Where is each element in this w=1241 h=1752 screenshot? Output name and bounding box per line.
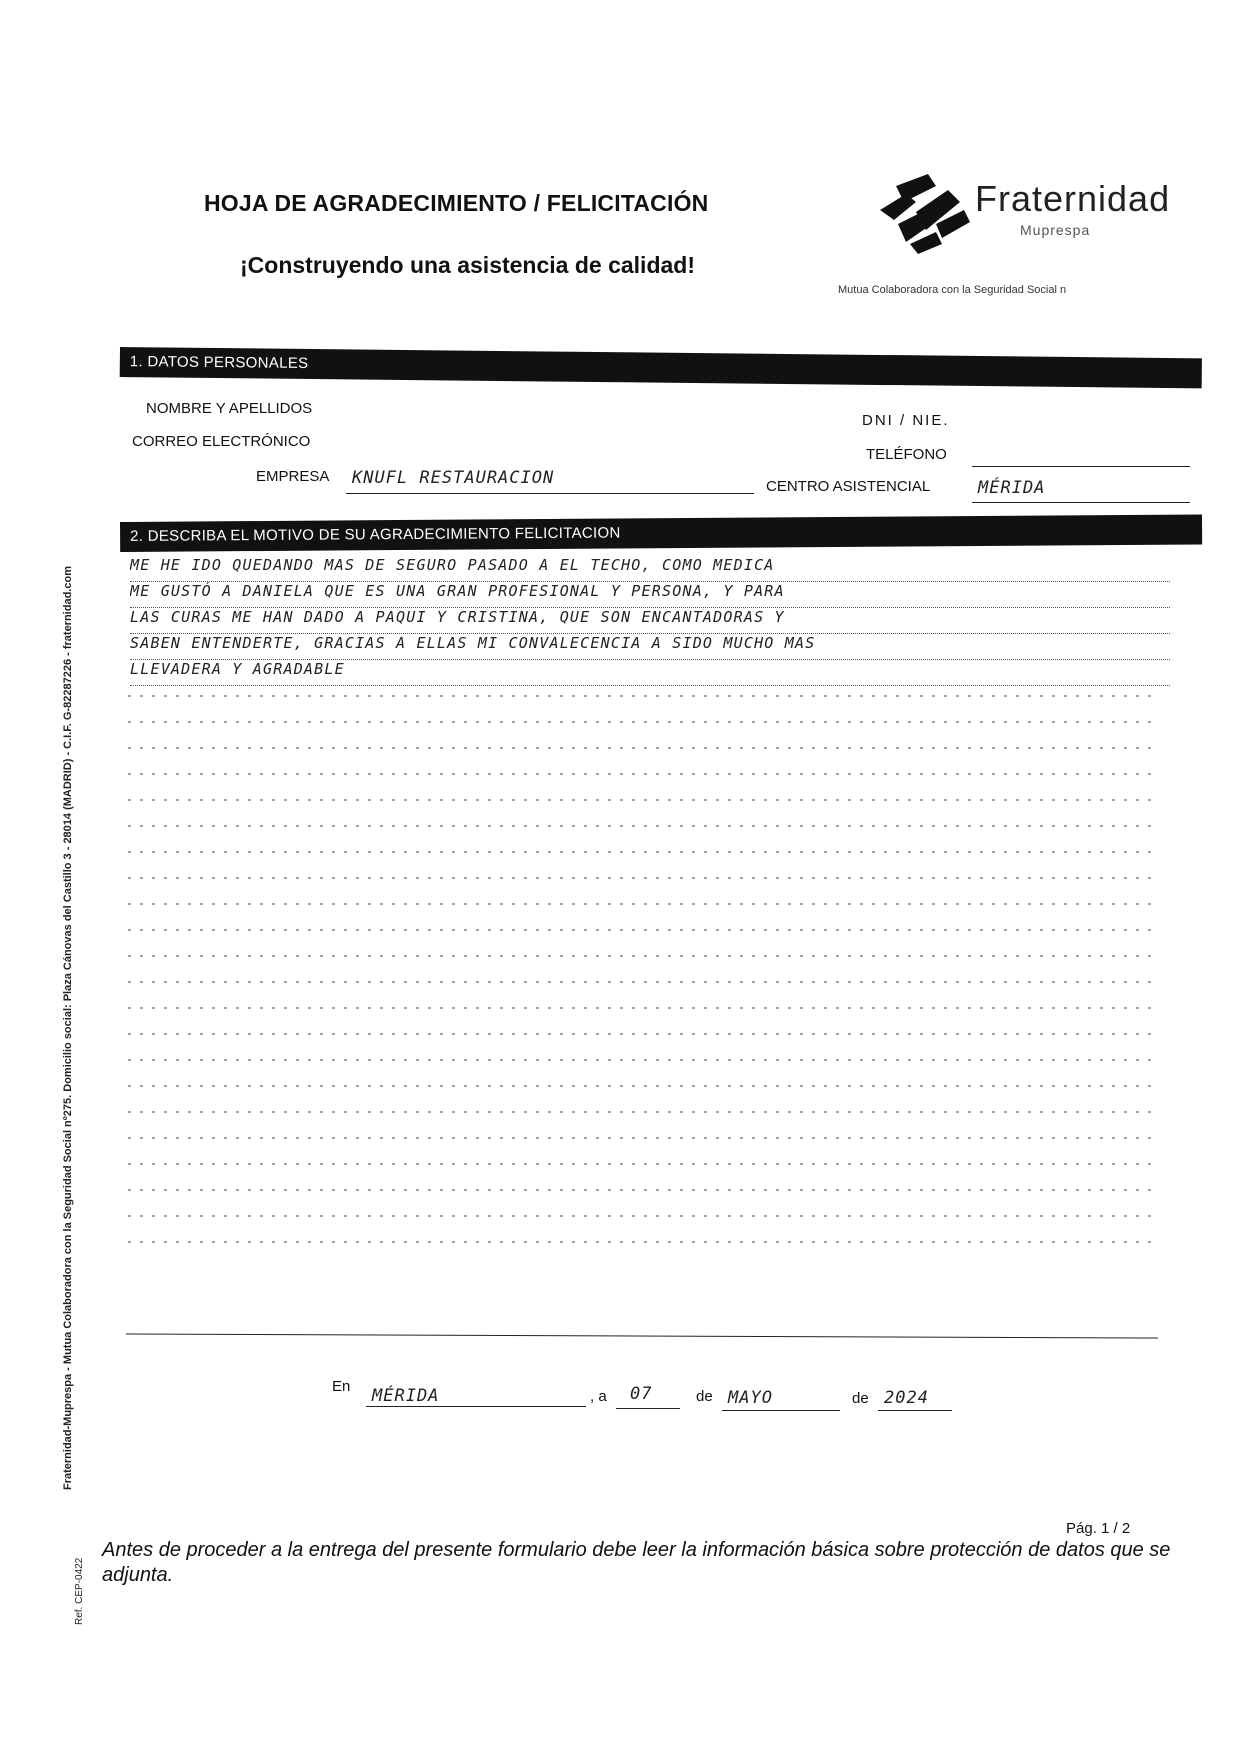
nombre-label: NOMBRE Y APELLIDOS — [146, 400, 313, 417]
en-label: En — [332, 1378, 351, 1395]
logo-sub: Muprespa — [1020, 222, 1091, 238]
year-value[interactable]: 2024 — [884, 1388, 929, 1408]
de-label: de — [696, 1388, 713, 1405]
page-subtitle: ¡Construyendo una asistencia de calidad! — [240, 252, 695, 278]
logo-tagline: Mutua Colaboradora con la Seguridad Social n — [838, 284, 1067, 296]
city-value[interactable]: MÉRIDA — [372, 1386, 440, 1406]
month-underline — [722, 1410, 840, 1411]
month-value[interactable]: MAYO — [728, 1388, 773, 1408]
a-label: , a — [590, 1388, 607, 1405]
sidebar-ref: Ref. CEP-0422 — [74, 1557, 85, 1625]
empresa-value[interactable]: KNUFL RESTAURACION — [352, 468, 555, 488]
centro-value[interactable]: MÉRIDA — [978, 478, 1046, 498]
sidebar-legal-text: Fraternidad-Muprespa - Mutua Colaboradora con la Seguridad Social nº275. Domicilio social: Plaza Cánovas del Castillo 3 - 28014 (MADRID) - C.I.F. G-82287226 - fraternidad.com — [62, 566, 74, 1490]
motive-text[interactable] — [130, 556, 1170, 686]
section1-header: 1. DATOS PERSONALES — [120, 347, 1202, 388]
dni-label: DNI / NIE. — [862, 412, 950, 429]
city-underline — [366, 1406, 586, 1407]
telefono-underline — [972, 466, 1190, 467]
motive-line: LAS CURAS ME HAN DADO A PAQUI Y CRISTINA, QUE SON ENCANTADORAS Y — [130, 608, 1170, 634]
day-underline — [616, 1408, 680, 1409]
year-underline — [878, 1410, 952, 1411]
section2-header: 2. DESCRIBA EL MOTIVO DE SU AGRADECIMIENTO FELICITACION — [120, 514, 1202, 552]
motive-line: ME HE IDO QUEDANDO MAS DE SEGURO PASADO A EL TECHO, COMO MEDICA — [130, 556, 1170, 582]
motive-line: SABEN ENTENDERTE, GRACIAS A ELLAS MI CONVALECENCIA A SIDO MUCHO MAS — [130, 634, 1170, 660]
centro-label: CENTRO ASISTENCIAL — [766, 478, 931, 495]
telefono-label: TELÉFONO — [866, 446, 947, 463]
correo-label: CORREO ELECTRÓNICO — [132, 433, 311, 450]
centro-underline — [972, 502, 1190, 503]
day-value[interactable]: 07 — [630, 1384, 653, 1404]
empresa-underline — [346, 493, 754, 494]
page-number: Pág. 1 / 2 — [1066, 1520, 1131, 1537]
logo-name: Fraternidad — [975, 178, 1171, 219]
motive-line: ME GUSTÓ A DANIELA QUE ES UNA GRAN PROFESIONAL Y PERSONA, Y PARA — [130, 582, 1170, 608]
de-label-2: de — [852, 1390, 869, 1407]
motive-line: LLEVADERA Y AGRADABLE — [130, 660, 1170, 686]
empresa-label: EMPRESA — [256, 468, 330, 485]
footer-notice: Antes de proceder a la entrega del presente formulario debe leer la información básica sobre protección de datos que se adjunta. — [102, 1539, 1171, 1586]
page-title: HOJA DE AGRADECIMIENTO / FELICITACIÓN — [204, 190, 709, 216]
